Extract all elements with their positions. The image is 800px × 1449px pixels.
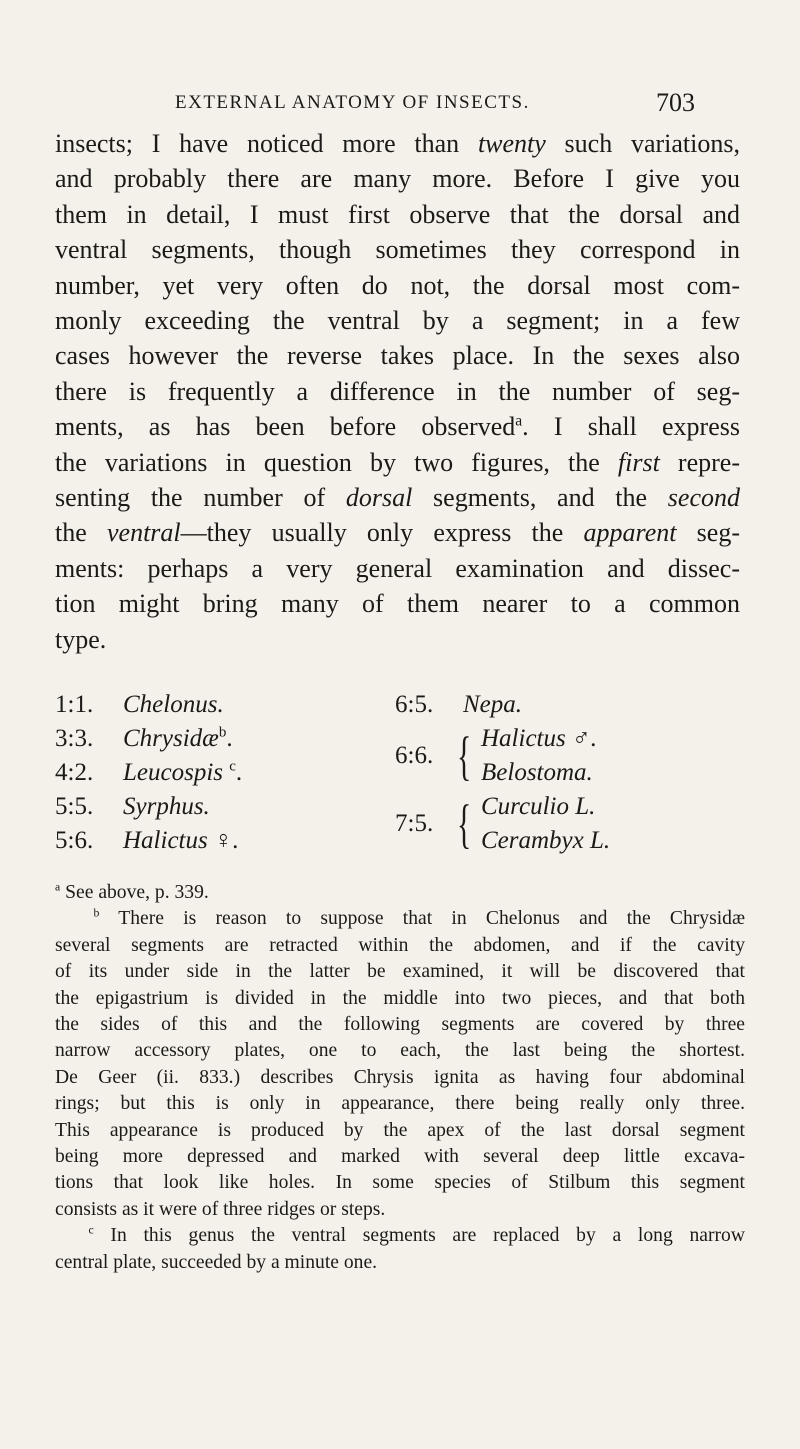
body-line-3: them in detail, I must first observe that the dorsal and [55, 199, 740, 229]
segment-catalog [55, 688, 745, 863]
body-line-12: the ventral—they usually only express the apparent seg- [55, 518, 740, 548]
footnote-c-line: central plate, succeeded by a minute one. [55, 1251, 378, 1273]
body-line-7: cases however the reverse takes place. In the sexes also [55, 341, 740, 371]
body-line-8: there is frequently a difference in the number of seg- [55, 376, 740, 406]
catalog-entry: 5:6. Halictus ♀. [55, 827, 239, 854]
footnote-b-line: tions that look like holes. In some species of Stilbum this segment [55, 1172, 745, 1194]
page-number: 703 [656, 88, 695, 117]
footnote-b-line: being more depressed and marked with several deep little excava- [55, 1146, 745, 1168]
footnote-b-line: consists as it were of three ridges or steps. [55, 1198, 386, 1220]
body-line-10: the variations in question by two figures, the first repre- [55, 447, 740, 477]
body-line-14: tion might bring many of them nearer to a common [55, 589, 740, 619]
body-line-15: type. [55, 624, 107, 654]
footnote-ref-c: c [229, 758, 236, 775]
catalog-entry: 3:3. Chrysidæ$^b$. [55, 724, 233, 752]
body-line-11: senting the number of dorsal segments, and the second [55, 483, 740, 513]
brace-glyph: { [457, 726, 472, 786]
catalog-entry: 4:2. Leucospis $^c$. [55, 758, 243, 786]
body-line-5: number, yet very often do not, the dorsal most com- [55, 270, 740, 300]
catalog-right-column [395, 688, 611, 858]
footnote-b-line: the sides of this and the following segments are covered by three [55, 1014, 745, 1036]
footnote-c-line: $^c$ In this genus the ventral segments are replaced by a long narrow [88, 1223, 745, 1247]
catalog-group: 7:5. { Curculio L. Cerambyx L. [395, 793, 611, 854]
main-paragraph [55, 126, 740, 657]
footnote-b-line: narrow accessory plates, one to each, the last being the shortest. [55, 1040, 745, 1062]
body-line-13: ments: perhaps a very general examination and dissec- [55, 553, 740, 583]
body-line-1: insects; I have noticed more than twenty such variations, [55, 129, 740, 158]
footnote-b-line: the epigastrium is divided in the middle into two pieces, and that both [55, 987, 745, 1009]
body-line-9: ments, as has been before observed$^a$. I shall express [55, 412, 740, 442]
catalog-entry: 1:1. Chelonus. [55, 691, 224, 718]
footnote-b-line: $^b$ There is reason to suppose that in Chelonus and the Chrysidæ [93, 906, 746, 930]
brace-glyph: { [457, 794, 472, 854]
catalog-group: 6:6. { Halictus ♂. Belostoma. [395, 725, 597, 786]
running-head [175, 88, 695, 117]
footnote-ref-b: b [218, 724, 227, 741]
footnote-b-line: This appearance is produced by the apex of the last dorsal segment [55, 1119, 745, 1141]
footnote-b-line: rings; but this is only in appearance, there being really only three. [55, 1093, 745, 1115]
footnote-b-line: of its under side in the latter be examined, it will be discovered that [55, 961, 745, 983]
body-line-4: ventral segments, though sometimes they correspond in [55, 235, 740, 265]
catalog-entry: 5:5. Syrphus. [55, 793, 210, 820]
footnote-b-line: De Geer (ii. 833.) describes Chrysis ignita as having four abdominal [55, 1066, 745, 1088]
footnote-b-line: several segments are retracted within the abdomen, and if the cavity [55, 934, 745, 956]
footnote-a: $^a$ See above, p. 339. [55, 880, 209, 903]
footnotes [55, 880, 745, 1276]
catalog-left-column [55, 688, 242, 858]
footnote-ref-a: a [515, 412, 523, 430]
catalog-entry: 6:5. Nepa. [395, 691, 523, 718]
running-title: EXTERNAL ANATOMY OF INSECTS. [175, 92, 530, 113]
body-line-2: and probably there are many more. Before I give you [55, 164, 740, 194]
body-line-6: monly exceeding the ventral by a segment; in a few [55, 306, 740, 336]
